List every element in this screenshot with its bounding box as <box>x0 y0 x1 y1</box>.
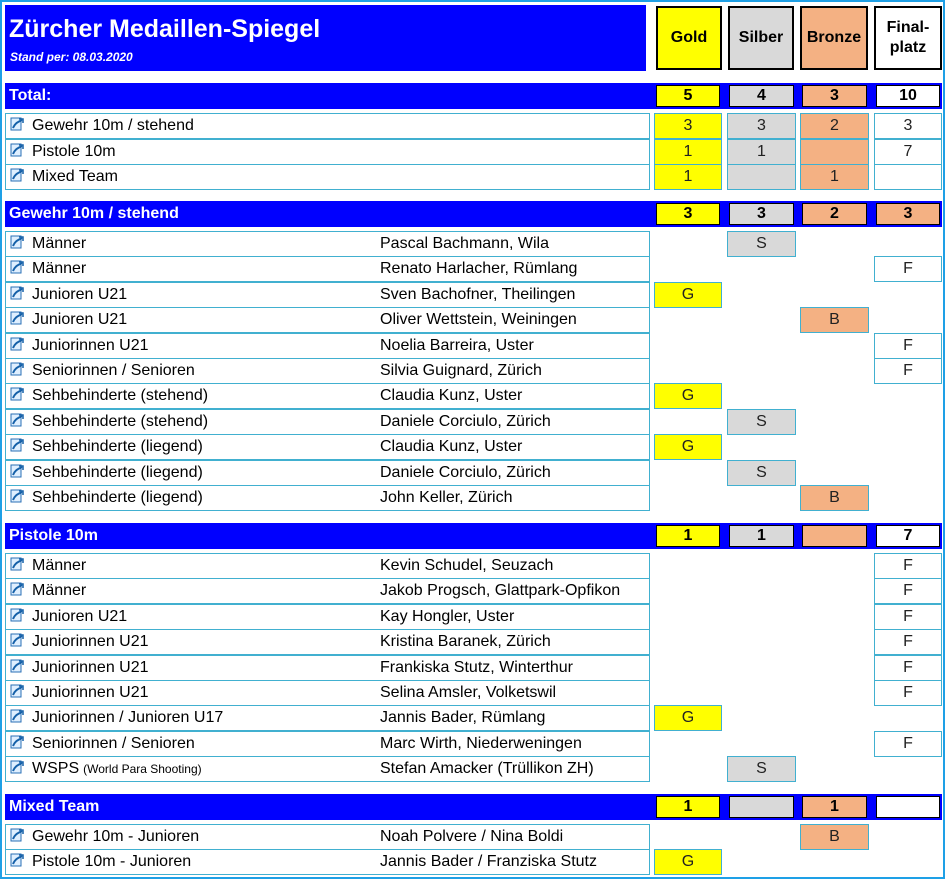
total-row-gold: 1 <box>654 139 722 165</box>
medal-gold-cell: G <box>654 705 722 731</box>
total-row-bronze: 2 <box>800 113 869 139</box>
row-link-icon <box>10 633 24 648</box>
athlete-name: Sven Bachofner, Theilingen <box>380 285 576 303</box>
total-bronze-count: 3 <box>802 85 867 107</box>
total-silver-count: 4 <box>729 85 794 107</box>
athlete-name: Pascal Bachmann, Wila <box>380 235 549 252</box>
athlete-category <box>32 557 86 575</box>
athlete-name: Claudia Kunz, Uster <box>380 387 523 405</box>
row-link-icon <box>10 464 24 479</box>
category-text: Männer <box>32 557 87 574</box>
section-title: Pistole 10m <box>9 527 98 544</box>
section-final-count <box>876 796 940 818</box>
medal-silver-cell: S <box>727 756 796 782</box>
athlete-name: John Keller, Zürich <box>380 489 513 506</box>
row-link-icon <box>10 608 24 623</box>
total-row-bronze: 1 <box>800 164 869 190</box>
medal-gold-cell: G <box>654 383 722 409</box>
medal-silver-cell: S <box>727 460 796 486</box>
athlete-name: Daniele Corciulo, Zürich <box>380 412 551 430</box>
total-row-gold: 3 <box>654 113 722 139</box>
column-header-silver: Silber <box>728 6 794 70</box>
section-bronze-count <box>802 525 867 547</box>
athlete-category <box>32 828 199 846</box>
medal-final-cell: F <box>874 553 942 579</box>
category-text: Sehbehinderte (stehend) <box>32 387 209 405</box>
athlete-name: Kevin Schudel, Seuzach <box>380 557 554 574</box>
category-text: Seniorinnen / Senioren <box>32 734 195 752</box>
total-label: Total: <box>9 87 52 104</box>
athlete-name: Selina Amsler, Volketswil <box>380 684 557 701</box>
section-gold-count: 1 <box>656 525 720 547</box>
athlete-category <box>32 853 191 871</box>
athlete-category <box>32 684 149 702</box>
row-link-icon <box>10 413 24 428</box>
section-final-count: 7 <box>876 525 940 547</box>
category-text: Juniorinnen / Junioren U17 <box>32 709 224 727</box>
athlete-name: Marc Wirth, Niederweningen <box>380 734 582 752</box>
medal-silver-cell: S <box>727 231 796 257</box>
category-text: Sehbehinderte (liegend) <box>32 463 203 481</box>
medal-final-cell: F <box>874 731 942 757</box>
medal-final-cell: F <box>874 604 942 630</box>
total-row-gold: 1 <box>654 164 722 190</box>
athlete-category <box>32 387 208 405</box>
section-bronze-count: 1 <box>802 796 867 818</box>
section-bronze-count: 2 <box>802 203 867 225</box>
row-link-icon <box>10 260 24 275</box>
athlete-category <box>32 489 203 507</box>
row-link-icon <box>10 582 24 597</box>
athlete-name: Silvia Guignard, Zürich <box>380 362 542 379</box>
category-text: Juniorinnen U21 <box>32 633 149 651</box>
section-gold-count: 1 <box>656 796 720 818</box>
athlete-category <box>32 235 86 253</box>
athlete-category <box>32 311 127 329</box>
athlete-category <box>32 337 149 355</box>
athlete-category <box>32 438 203 456</box>
section-silver-count: 3 <box>729 203 794 225</box>
total-row-label: Pistole 10m <box>32 142 116 160</box>
medal-gold-cell: G <box>654 282 722 308</box>
row-link-icon <box>10 760 24 775</box>
athlete-name: Stefan Amacker (Trüllikon ZH) <box>380 760 594 778</box>
medal-final-cell: F <box>874 358 942 384</box>
category-text: Männer <box>32 260 87 278</box>
section-title: Mixed Team <box>9 798 100 815</box>
medal-bronze-cell: B <box>800 307 869 333</box>
total-row-silver <box>727 164 796 190</box>
athlete-name: Noelia Barreira, Uster <box>380 336 534 354</box>
row-link-icon <box>10 117 24 132</box>
medal-final-cell: F <box>874 578 942 604</box>
row-link-icon <box>10 438 24 453</box>
stand-date: Stand per: 08.03.2020 <box>10 50 133 64</box>
athlete-category <box>32 582 86 600</box>
category-text: Junioren U21 <box>32 285 128 303</box>
row-link-icon <box>10 387 24 402</box>
medal-final-cell: F <box>874 333 942 359</box>
athlete-category <box>32 735 195 753</box>
total-row-silver: 3 <box>727 113 796 139</box>
athlete-category <box>32 709 223 727</box>
total-row-silver: 1 <box>727 139 796 165</box>
athlete-category <box>32 362 195 380</box>
section-silver-count <box>729 796 794 818</box>
medal-bronze-cell: B <box>800 485 869 511</box>
category-text: Junioren U21 <box>32 311 128 329</box>
athlete-name: Jakob Progsch, Glattpark-Opfikon <box>380 582 621 600</box>
row-link-icon <box>10 143 24 158</box>
medal-gold-cell: G <box>654 434 722 460</box>
row-link-icon <box>10 684 24 699</box>
category-text: Seniorinnen / Senioren <box>32 362 195 379</box>
category-text: Gewehr 10m - Junioren <box>32 828 200 845</box>
total-row-bronze <box>800 139 869 165</box>
category-text: Männer <box>32 235 87 252</box>
section-title: Gewehr 10m / stehend <box>9 205 179 222</box>
column-header-bronze: Bronze <box>800 6 868 70</box>
total-row-final: 3 <box>874 113 942 139</box>
row-link-icon <box>10 337 24 352</box>
athlete-name: Jannis Bader / Franziska Stutz <box>380 853 597 871</box>
column-header-finalplatz <box>874 6 942 70</box>
category-text: Pistole 10m - Junioren <box>32 853 192 871</box>
athlete-name: Oliver Wettstein, Weiningen <box>380 311 577 329</box>
row-link-icon <box>10 489 24 504</box>
category-text: Sehbehinderte (liegend) <box>32 489 203 506</box>
athlete-row-box <box>5 231 650 257</box>
finalplatz-line2: platz <box>889 39 927 56</box>
athlete-category <box>32 413 208 431</box>
category-text: Sehbehinderte (stehend) <box>32 412 209 430</box>
medal-silver-cell: S <box>727 409 796 435</box>
medal-final-cell: F <box>874 680 942 706</box>
finalplatz-line1: Final- <box>886 19 930 36</box>
section-final-count: 3 <box>876 203 940 225</box>
athlete-category <box>32 286 127 304</box>
total-row-final: 7 <box>874 139 942 165</box>
total-final-count: 10 <box>876 85 940 107</box>
athlete-category <box>32 760 202 778</box>
row-link-icon <box>10 311 24 326</box>
medal-final-cell: F <box>874 256 942 282</box>
page-title: Zürcher Medaillen-Spiegel <box>9 15 321 43</box>
category-text: Juniorinnen U21 <box>32 336 149 354</box>
athlete-name: Kristina Baranek, Zürich <box>380 633 551 651</box>
athlete-name: Noah Polvere / Nina Boldi <box>380 828 564 845</box>
athlete-category <box>32 659 149 677</box>
row-link-icon <box>10 235 24 250</box>
medal-final-cell: F <box>874 629 942 655</box>
row-link-icon <box>10 286 24 301</box>
medal-final-cell: F <box>874 655 942 681</box>
column-header-gold: Gold <box>656 6 722 70</box>
row-link-icon <box>10 828 24 843</box>
category-text: WSPS <box>32 760 80 778</box>
row-link-icon <box>10 168 24 183</box>
row-link-icon <box>10 362 24 377</box>
row-link-icon <box>10 709 24 724</box>
row-link-icon <box>10 659 24 674</box>
category-text: Juniorinnen U21 <box>32 684 149 701</box>
category-text: Männer <box>32 582 87 600</box>
total-row-label: Gewehr 10m / stehend <box>32 117 194 134</box>
row-link-icon <box>10 557 24 572</box>
athlete-name: Renato Harlacher, Rümlang <box>380 260 578 278</box>
athlete-name: Claudia Kunz, Uster <box>380 438 523 456</box>
total-row-final <box>874 164 942 190</box>
section-silver-count: 1 <box>729 525 794 547</box>
athlete-name: Kay Hongler, Uster <box>380 607 515 625</box>
row-link-icon <box>10 853 24 868</box>
category-text: Juniorinnen U21 <box>32 658 149 676</box>
athlete-name: Daniele Corciulo, Zürich <box>380 463 551 481</box>
athlete-category <box>32 608 127 626</box>
athlete-name: Jannis Bader, Rümlang <box>380 709 546 727</box>
athlete-category <box>32 260 86 278</box>
athlete-name: Frankiska Stutz, Winterthur <box>380 658 573 676</box>
section-gold-count: 3 <box>656 203 720 225</box>
row-link-icon <box>10 735 24 750</box>
total-row-label: Mixed Team <box>32 168 118 185</box>
medal-gold-cell: G <box>654 849 722 875</box>
category-text: Sehbehinderte (liegend) <box>32 438 203 456</box>
category-note: (World Para Shooting) <box>83 762 202 777</box>
athlete-category <box>32 633 149 651</box>
category-text: Junioren U21 <box>32 607 128 625</box>
medal-bronze-cell: B <box>800 824 869 850</box>
total-gold-count: 5 <box>656 85 720 107</box>
athlete-category <box>32 464 203 482</box>
